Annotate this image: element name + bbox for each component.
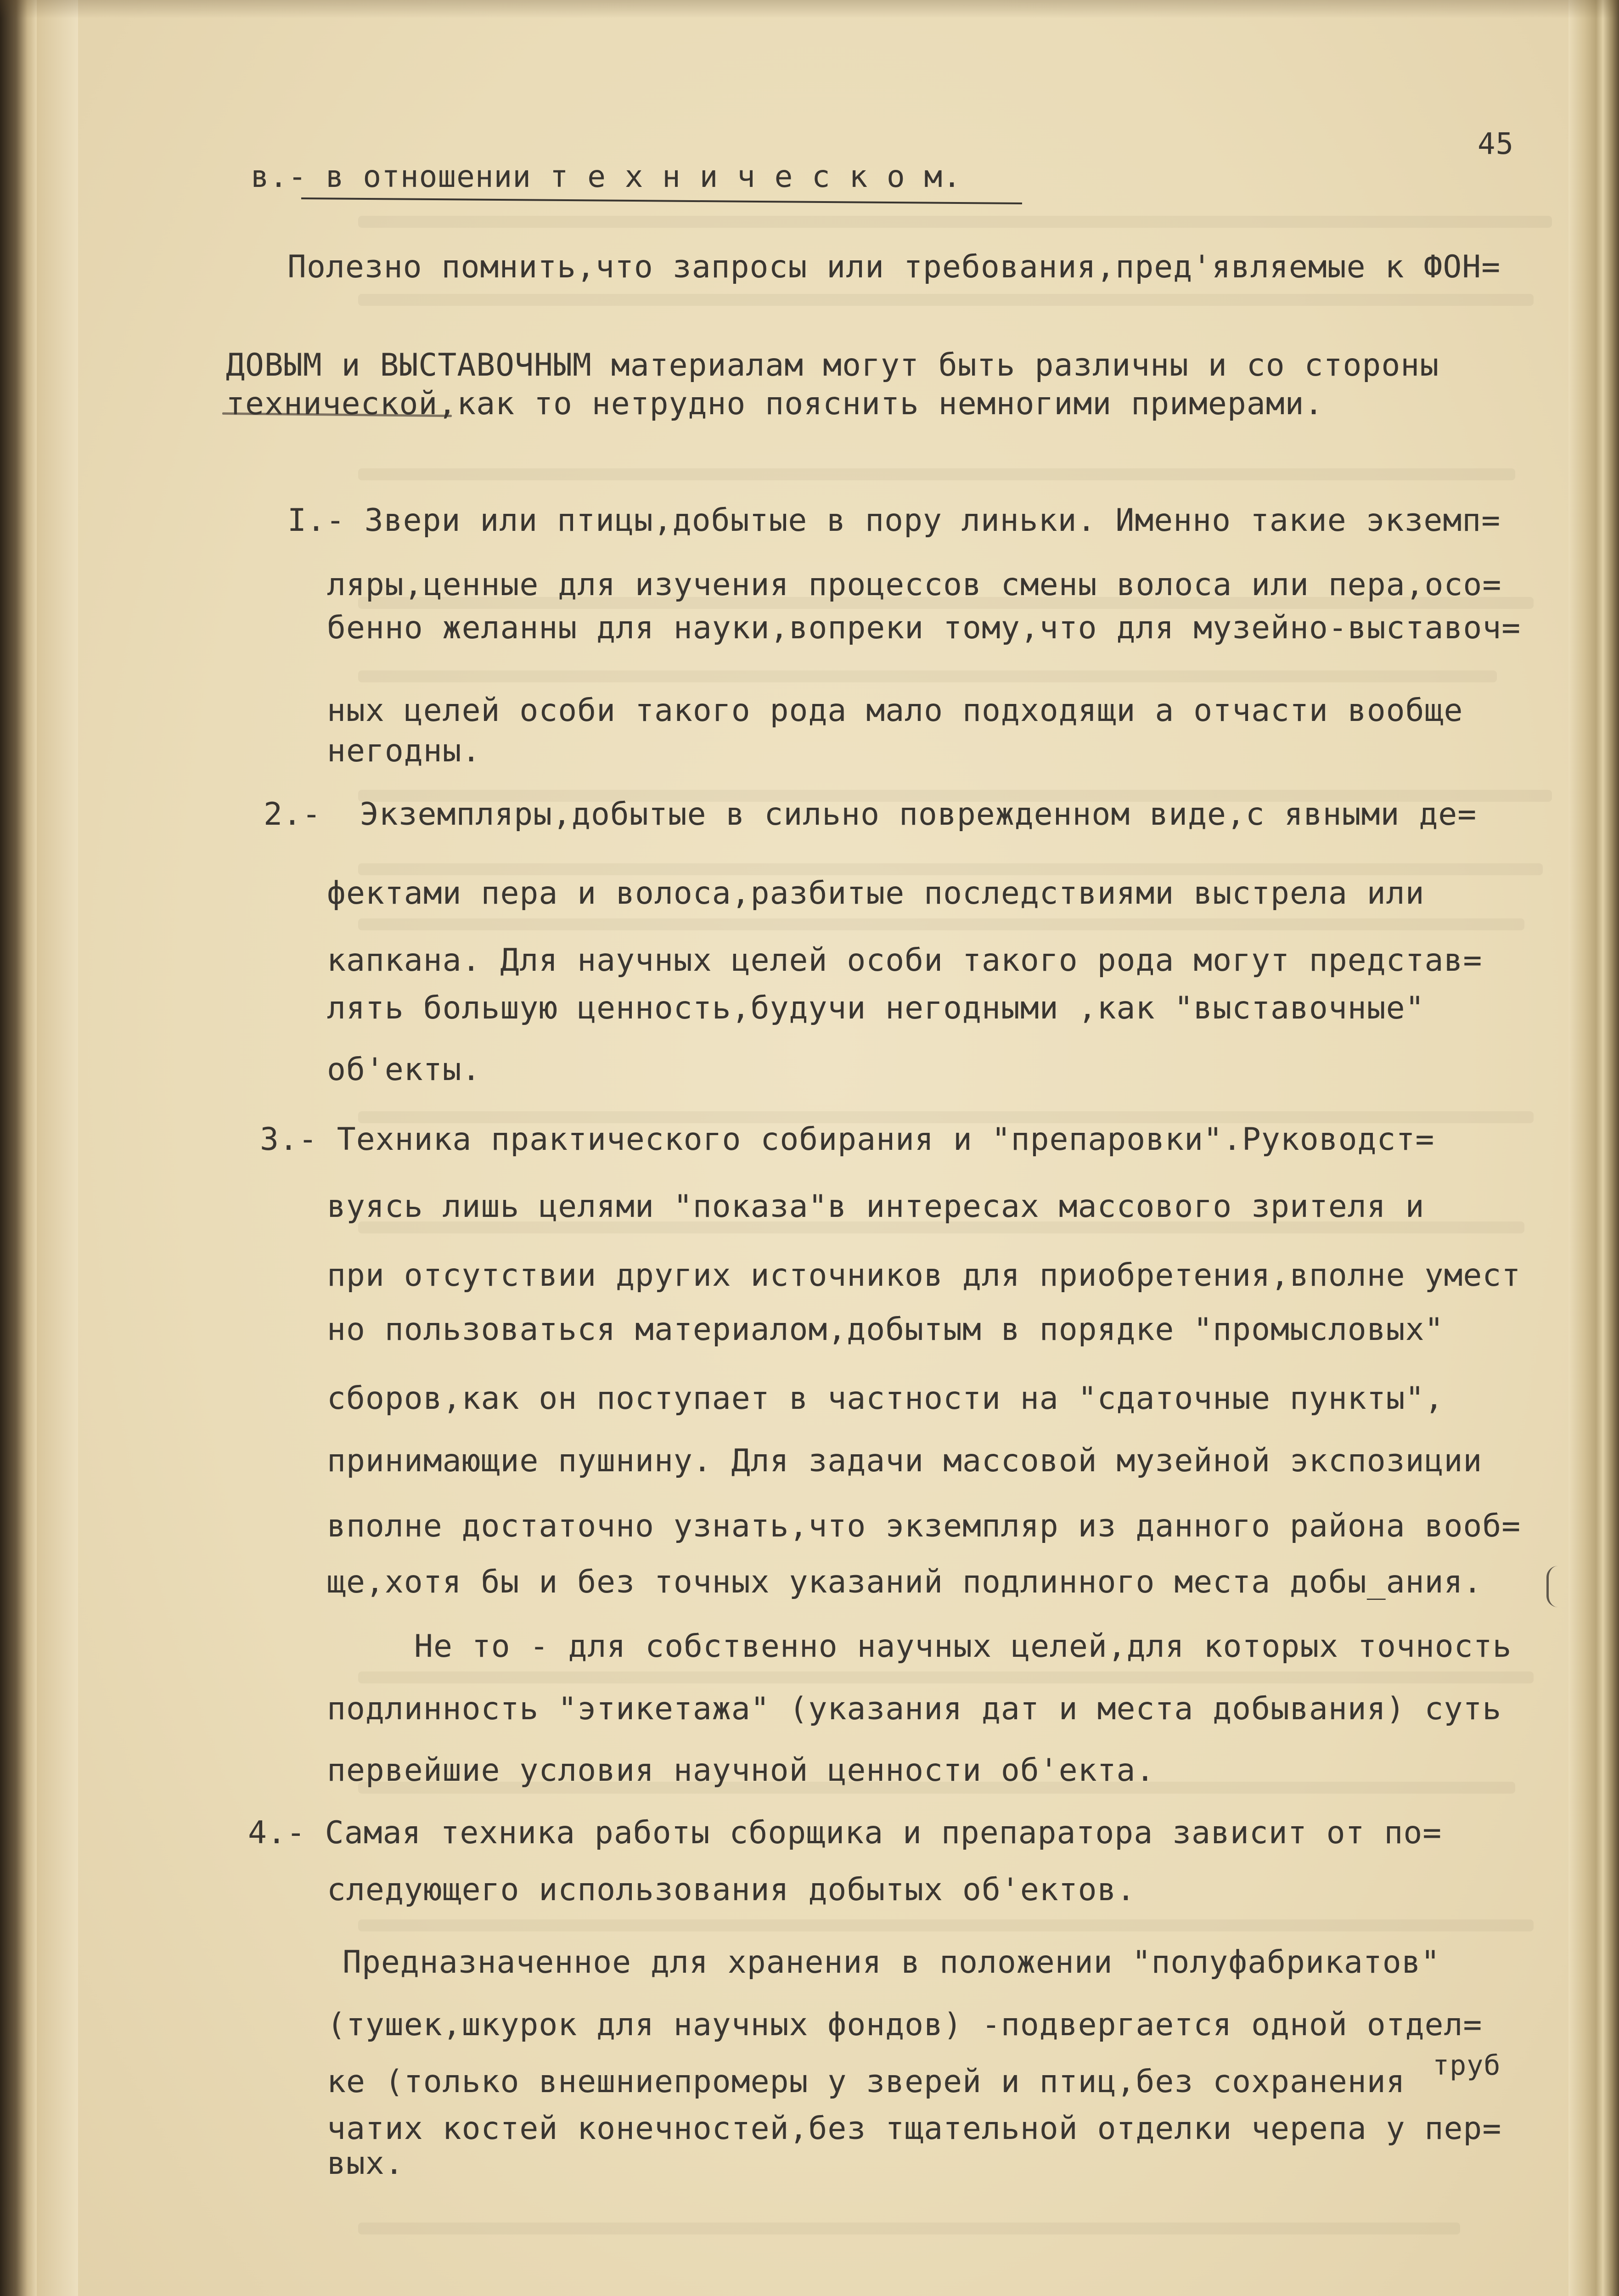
text-line: при отсутствии других источников для приобретения,вполне умест (327, 1257, 1521, 1294)
text-line: следующего использования добытых об'ектов. (327, 1872, 1136, 1908)
text-line: ляры,ценные для изучения процессов смены волоса или пера,осо= (327, 567, 1502, 603)
text-line: 4.- Самая техника работы сборщика и препаратора зависит от по= (248, 1815, 1442, 1851)
text-line: технической,как то нетрудно пояснить немногими примерами. (226, 386, 1324, 422)
text-line: чатих костей конечностей,без тщательной отделки черепа у пер= (327, 2110, 1502, 2147)
text-line: Полезно помнить,что запросы или требования,пред'являемые к ФОН= (287, 249, 1501, 285)
text-line: вых. (327, 2145, 404, 2182)
text-line: ных целей особи такого рода мало подходящи а отчасти вообще (327, 692, 1463, 729)
text-line: (тушек,шкурок для научных фондов) -подвергается одной отдел= (327, 2007, 1483, 2043)
page-number: 45 (1478, 127, 1514, 161)
text-line: капкана. Для научных целей особи такого рода могут представ= (327, 942, 1483, 979)
heading-underline (301, 197, 1022, 204)
text-line: первейшие условия научной ценности об'екта. (327, 1752, 1155, 1789)
text-line: сборов,как он поступает в частности на "сдаточные пункты", (327, 1380, 1444, 1417)
text-line: лять большую ценность,будучи негодными ,как "выставочные" (327, 990, 1425, 1026)
text-line: I.- Звери или птицы,добытые в пору линьки. Именно такие экземп= (287, 502, 1501, 539)
text-line: вуясь лишь целями "показа"в интересах массового зрителя и (327, 1188, 1425, 1225)
text-line: ке (только внешниепромеры у зверей и птиц,без сохранения (327, 2064, 1405, 2100)
text-line: 3.- Техника практического собирания и "препаровки".Руководст= (260, 1121, 1435, 1158)
text-line: ще,хотя бы и без точных указаний подлинного места добы_ания. (327, 1564, 1483, 1600)
margin-note: труб (1433, 2049, 1501, 2082)
section-heading: в.- в отношении т е х н и ч е с к о м. (251, 159, 961, 194)
text-line: Не то - для собственно научных целей,для которых точность (414, 1628, 1512, 1665)
text-line: фектами пера и волоса,разбитые последствиями выстрела или (327, 875, 1425, 912)
text-line: но пользоваться материалом,добытым в порядке "промысловых" (327, 1311, 1444, 1348)
text-line: Предназначенное для хранения в положении "полуфабрикатов" (343, 1944, 1440, 1981)
text-line: ДОВЫМ и ВЫСТАВОЧНЫМ материалам могут быть различны и со стороны (226, 347, 1439, 383)
text-line: бенно желанны для науки,вопреки тому,что для музейно-выставоч= (327, 610, 1521, 646)
text-line: подлинность "этикетажа" (указания дат и места добывания) суть (327, 1691, 1502, 1727)
text-line: вполне достаточно узнать,что экземпляр из данного района вооб= (327, 1508, 1521, 1544)
text-line: 2.- Экземпляры,добытые в сильно поврежденном виде,с явными де= (264, 796, 1477, 833)
text-line: негодны. (327, 733, 481, 769)
text-line: принимающие пушнину. Для задачи массовой музейной экспозиции (327, 1443, 1483, 1479)
pencil-bracket-mark (1546, 1566, 1558, 1607)
text-line: об'екты. (327, 1052, 481, 1088)
